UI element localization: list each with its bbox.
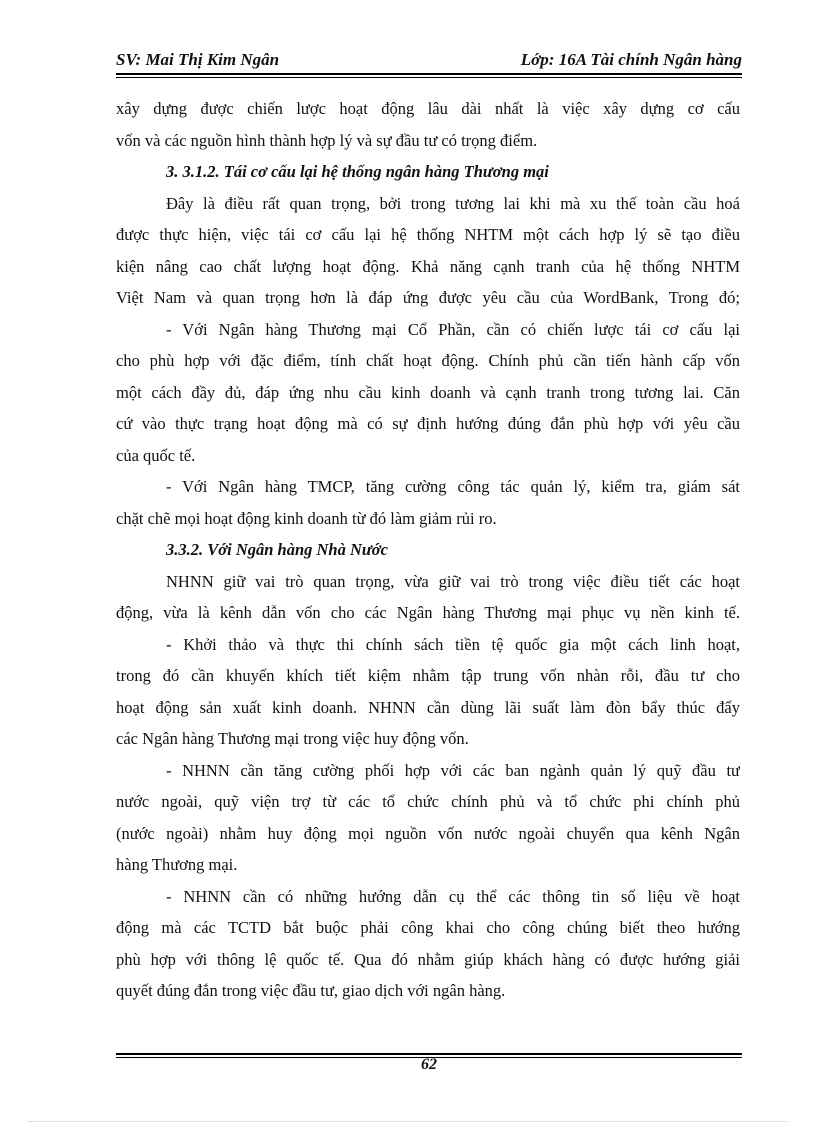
- header-rule-thick: [116, 73, 742, 75]
- header-class-name: Lớp: 16A Tài chính Ngân hàng: [520, 50, 742, 69]
- text-line: chặt chẽ mọi hoạt động kinh doanh từ đó làm giảm rủi ro.: [116, 508, 497, 528]
- text-line: được thực hiện, việc tái cơ cấu lại hệ thống NHTM một cách hợp lý sẽ tạo điều: [116, 225, 740, 244]
- text-line: (nước ngoài) nhằm huy động mọi nguồn vốn nước ngoài chuyển qua kênh Ngân: [116, 823, 740, 843]
- text-line: trong đó cần khuyến khích tiết kiệm nhằm tập trung vốn nhàn rỗi, đầu tư cho: [116, 666, 740, 685]
- text-line: hoạt động sản xuất kinh doanh. NHNN cần dùng lãi suất làm đòn bẩy thúc đẩy: [116, 697, 740, 717]
- text-line: kiện nâng cao chất lượng hoạt động. Khả năng cạnh tranh của hệ thống NHTM: [116, 256, 740, 276]
- header-student-name: SV: Mai Thị Kim Ngân: [116, 50, 280, 69]
- body-text: [116, 93, 740, 1007]
- section-heading-3-3-2: 3.3.2. Với Ngân hàng Nhà Nước: [166, 540, 388, 559]
- text-line: vốn và các nguồn hình thành hợp lý và sự đầu tư có trọng điểm.: [116, 130, 538, 150]
- text-line: phù hợp với thông lệ quốc tế. Qua đó nhằm giúp khách hàng có được hướng giải: [116, 949, 740, 969]
- text-line: của quốc tế.: [116, 445, 196, 465]
- footer-rule-thick: [116, 1053, 742, 1055]
- text-line: nước ngoài, quỹ viện trợ từ các tổ chức chính phủ và tổ chức phi chính phủ: [116, 792, 740, 811]
- text-line: quyết đúng đắn trong việc đầu tư, giao dịch với ngân hàng.: [116, 981, 506, 1000]
- text-line: - NHNN cần tăng cường phối hợp với các ban ngành quản lý quỹ đầu tư: [166, 760, 740, 780]
- header-rule-thin: [116, 77, 742, 78]
- text-line: một cách đầy đủ, đáp ứng nhu cầu kinh doanh và cạnh tranh trong tương lai. Căn: [116, 382, 740, 402]
- text-line: NHNN giữ vai trò quan trọng, vừa giữ vai trò trong việc điều tiết các hoạt: [166, 571, 740, 591]
- page-number: 62: [421, 1056, 437, 1073]
- text-line: cho phù hợp với đặc điểm, tính chất hoạt động. Chính phủ cần tiến hành cấp vốn: [116, 351, 740, 370]
- page-header: [116, 48, 742, 72]
- text-line: các Ngân hàng Thương mại trong việc huy động vốn.: [116, 729, 469, 748]
- text-line: hàng Thương mại.: [116, 855, 238, 874]
- text-line: - Khởi thảo và thực thi chính sách tiền tệ quốc gia một cách linh hoạt,: [166, 634, 740, 654]
- text-line: Đây là điều rất quan trọng, bởi trong tương lai khi mà xu thế toàn cầu hoá: [166, 193, 740, 213]
- text-line: xây dựng được chiến lược hoạt động lâu dài nhất là việc xây dựng cơ cấu: [116, 99, 740, 118]
- page-edge-divider: [28, 1121, 788, 1122]
- text-line: động, vừa là kênh dẫn vốn cho các Ngân hàng Thương mại phục vụ nền kinh tế.: [116, 603, 740, 622]
- section-heading-3-3-1-2: 3. 3.1.2. Tái cơ cấu lại hệ thống ngân hàng Thương mại: [166, 162, 549, 181]
- text-line: - NHNN cần có những hướng dẫn cụ thể các thông tin số liệu về hoạt: [166, 886, 740, 906]
- text-line: cứ vào thực trạng hoạt động mà có sự định hướng đúng đắn phù hợp với yêu cầu: [116, 414, 740, 433]
- text-line: Việt Nam và quan trọng hơn là đáp ứng được yêu cầu của WordBank, Trong đó;: [116, 288, 740, 307]
- text-line: động mà các TCTD bắt buộc phải công khai cho công chúng biết theo hướng: [116, 918, 740, 937]
- text-line: - Với Ngân hàng Thương mại Cổ Phần, cần có chiến lược tái cơ cấu lại: [166, 319, 740, 339]
- text-line: - Với Ngân hàng TMCP, tăng cường công tác quản lý, kiểm tra, giám sát: [166, 477, 740, 496]
